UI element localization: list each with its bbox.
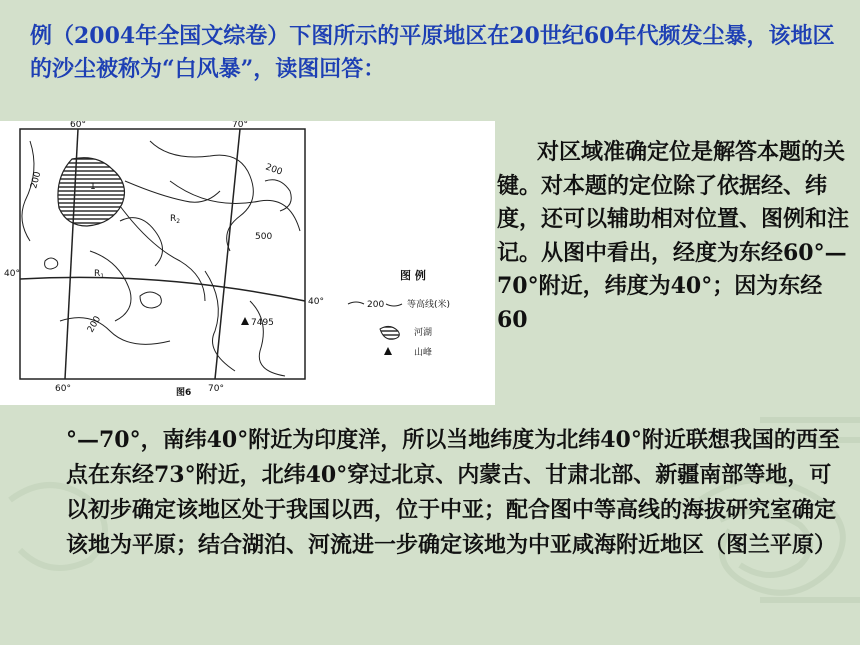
river-label-r2: $R_2$ — [170, 214, 181, 225]
lon-top-left: 60° — [70, 121, 86, 130]
parallel-40 — [20, 277, 305, 301]
legend-contour-line-right — [386, 304, 402, 306]
contour-line-7 — [250, 301, 285, 376]
legend-contour-sample: 200 — [367, 300, 385, 310]
river-label-r1: $R_1$ — [94, 269, 105, 280]
contour-small-2 — [45, 258, 58, 269]
figure-caption: 图6 — [176, 388, 192, 398]
lon-top-right: 70° — [232, 121, 248, 130]
lat-left: 40° — [4, 269, 20, 279]
contour-label-200-a: 200 — [29, 170, 44, 190]
analysis-bottom-text: °—70°，南纬40°附近为印度洋，所以当地纬度为北纬40°附近联想我国的西至点在东经73°附近，北纬40°穿过北京、内蒙古、甘肃北部、新疆南部等地，可以初步确定该地区处于我国以西，位于中亚；配合图中等高线的海拔研究室确定该地为平原；结合湖泊、河流进一步确定该地为中亚咸海附近地区（图兰平原） — [66, 427, 840, 558]
legend-title: 图 例 — [400, 269, 426, 282]
contour-line-3 — [170, 181, 300, 231]
lon-bottom-left: 60° — [55, 384, 71, 394]
analysis-side-text: 对区域准确定位是解答本题的关键。对本题的定位除了依据经、纬度，还可以辅助相对位置、图例和注记。从图中看出，经度为东经60°—70°附近，纬度为40°；因为东经60 — [497, 139, 850, 333]
contour-line-6 — [90, 251, 131, 321]
legend-peak-label: 山峰 — [414, 348, 433, 358]
contour-label-500: 500 — [255, 232, 273, 242]
contour-line-8 — [120, 218, 163, 266]
map-drawing — [0, 121, 495, 405]
peak-value: 7495 — [251, 318, 274, 328]
legend-contour-line-left — [348, 302, 364, 304]
contour-label-200-c: 200 — [263, 162, 284, 178]
legend-peak-symbol — [384, 347, 392, 355]
contour-line-5 — [60, 318, 170, 345]
contour-line-9 — [265, 180, 291, 211]
map-figure — [0, 121, 495, 405]
question-text: 例（2004年全国文综卷）下图所示的平原地区在20世纪60年代频发尘暴，该地区的沙尘被称为“白风暴”，读图回答： — [30, 23, 835, 82]
contour-line-1 — [22, 141, 34, 241]
legend-contour-label: 等高线(米) — [407, 300, 451, 310]
lon-bottom-right: 70° — [208, 384, 224, 394]
legend-lake-symbol — [380, 326, 399, 339]
contour-label-200-b: 200 — [85, 314, 104, 335]
lat-right: 40° — [308, 297, 324, 307]
peak-marker — [241, 317, 249, 325]
lake-number: 1 — [90, 182, 96, 192]
meridian-70 — [215, 129, 240, 379]
contour-small-1 — [140, 292, 161, 308]
legend-lake-label: 河湖 — [414, 328, 433, 338]
